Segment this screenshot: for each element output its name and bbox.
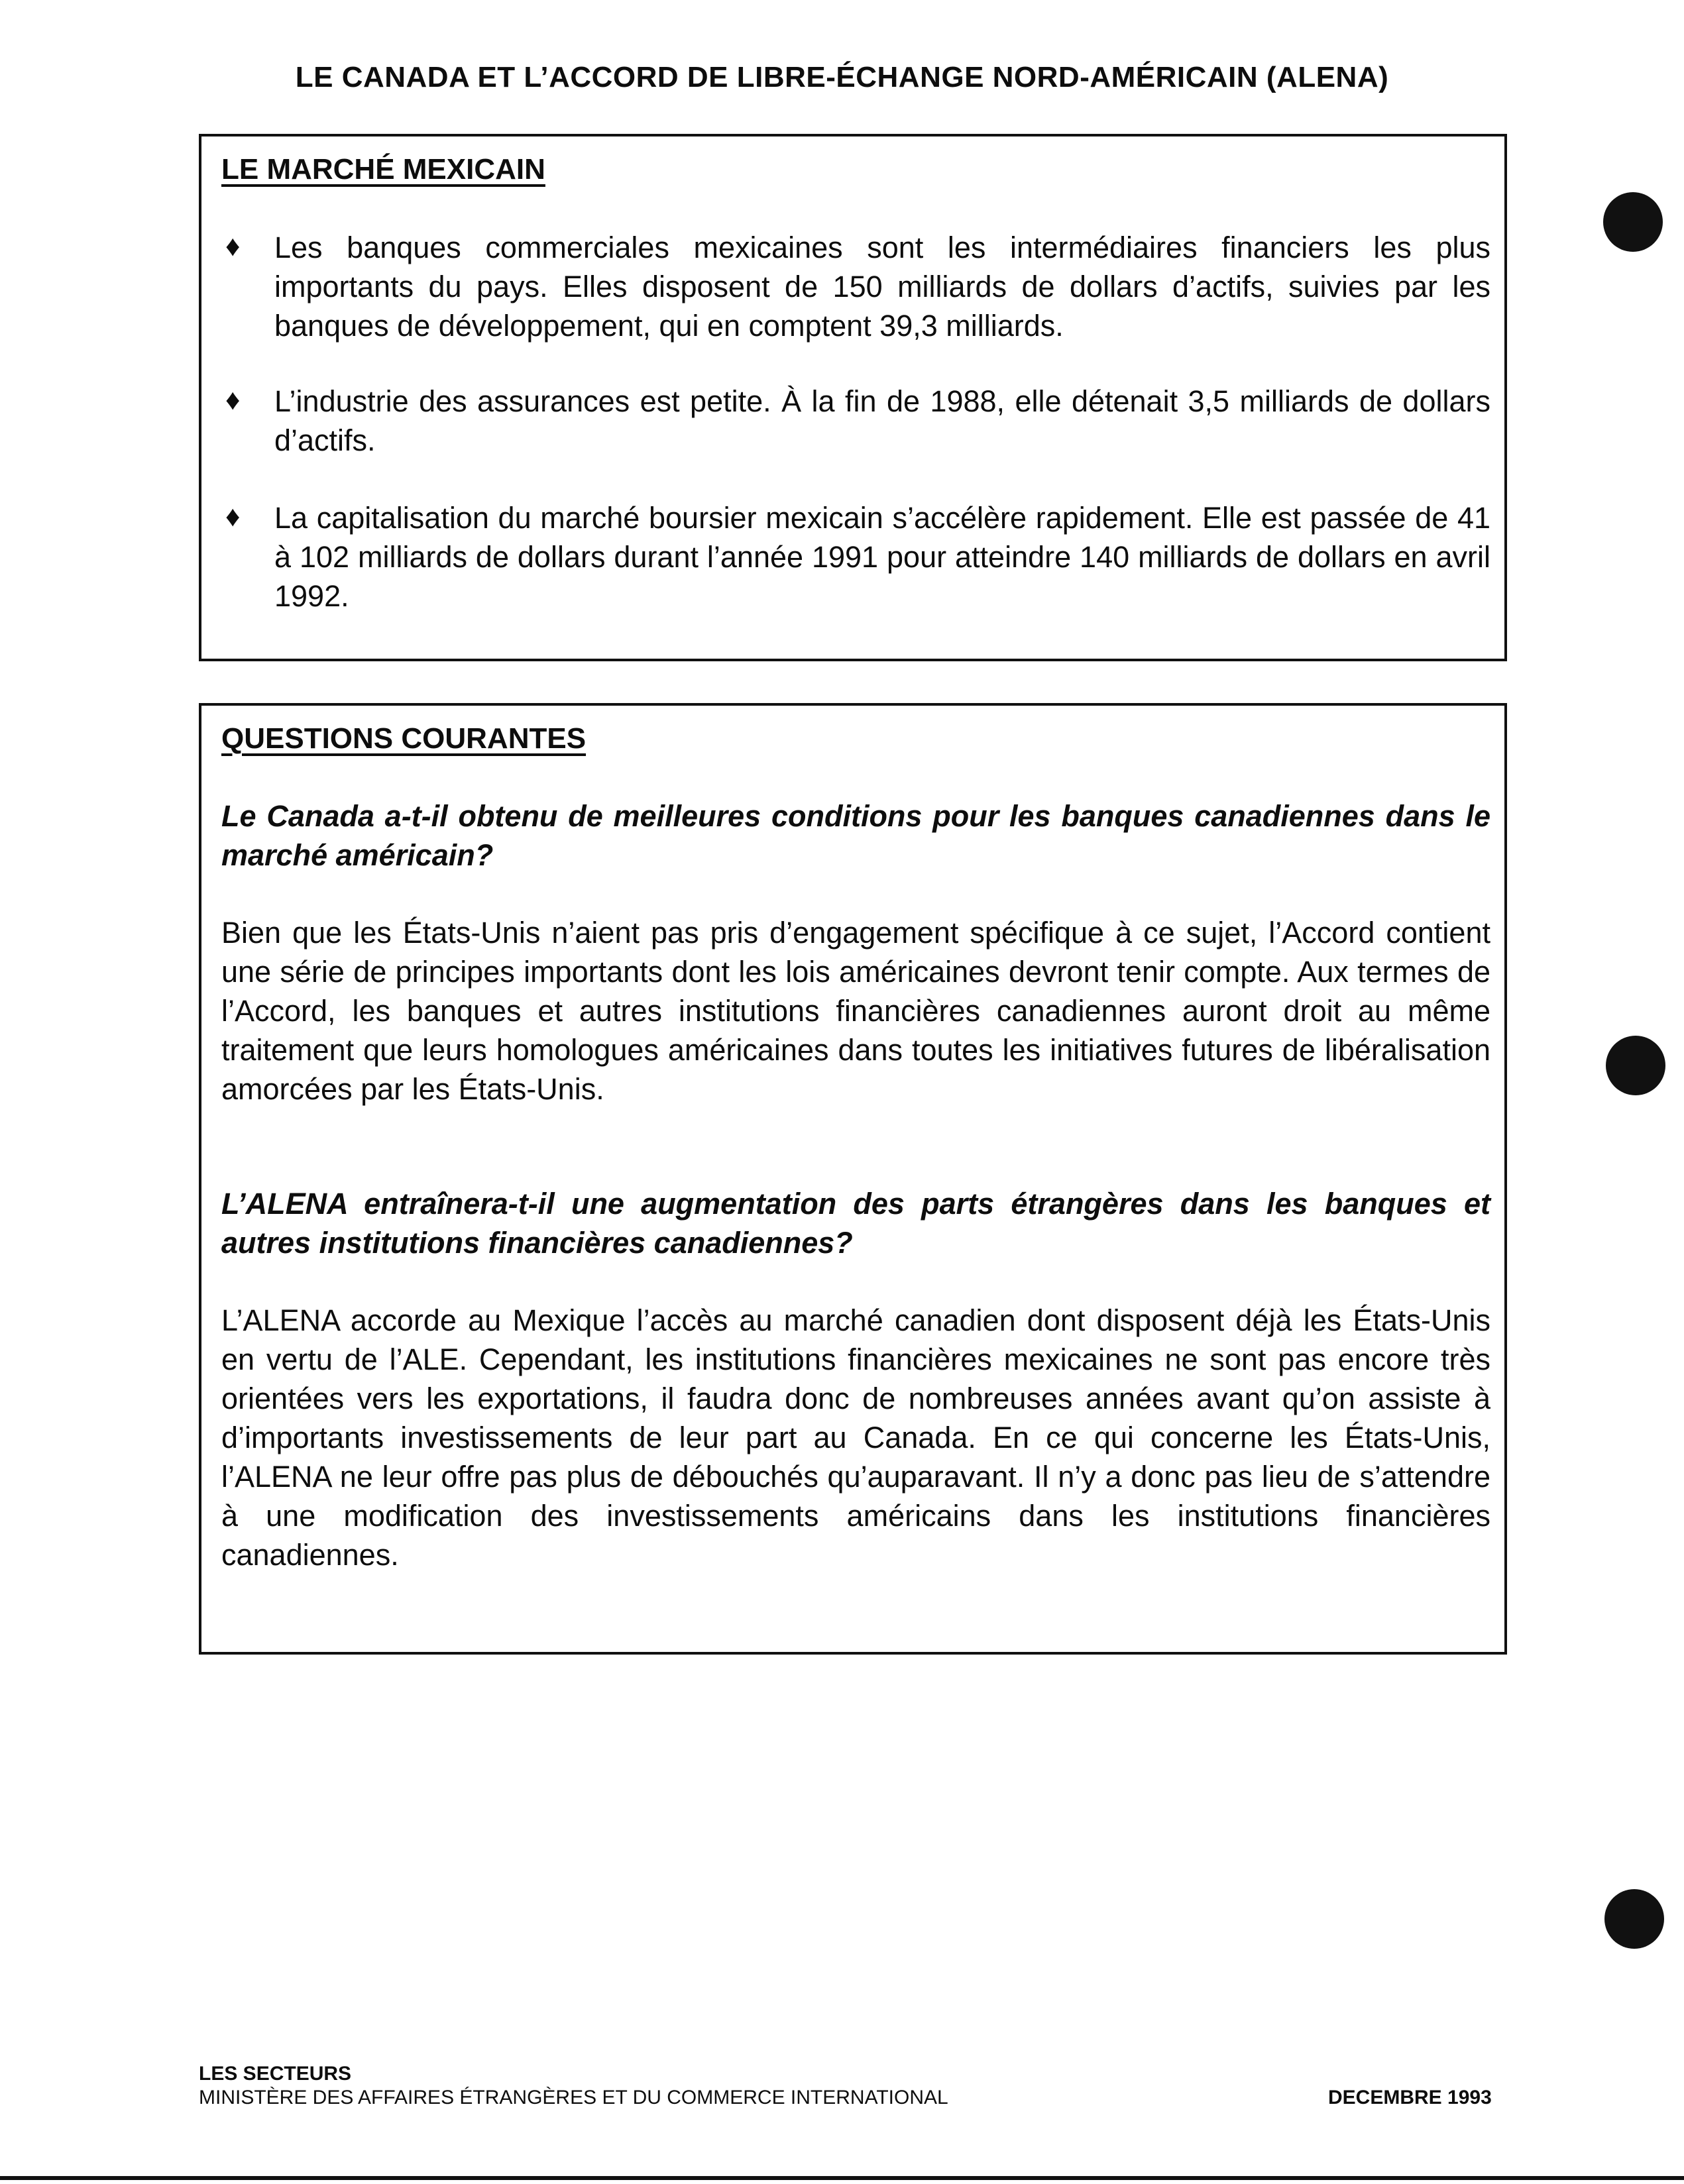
binder-hole-icon: [1603, 192, 1663, 252]
bullet-item: [221, 498, 1490, 616]
section-heading-mexican-market: LE MARCHÉ MEXICAIN: [221, 153, 545, 186]
diamond-bullet-icon: ♦: [225, 384, 241, 416]
question-text: Le Canada a-t-il obtenu de meilleures conditions pour les banques canadiennes dans le marché américain?: [221, 799, 1490, 872]
current-questions-box: [199, 703, 1507, 1655]
bottom-rule: [0, 2176, 1684, 2180]
bullet-text: L’industrie des assurances est petite. À la fin de 1988, elle détenait 3,5 milliards de dollars d’actifs.: [274, 384, 1490, 457]
footer-section: LES SECTEURS: [199, 2063, 352, 2085]
diamond-bullet-icon: ♦: [225, 500, 241, 533]
page-title: LE CANADA ET L’ACCORD DE LIBRE-ÉCHANGE NORD-AMÉRICAIN (ALENA): [295, 61, 1389, 93]
footer-date: DECEMBRE 1993: [1328, 2087, 1492, 2108]
bullet-text: La capitalisation du marché boursier mexicain s’accélère rapidement. Elle est passée de 41 à 102 milliards de dollars durant l’année 1991 pour atteindre 140 milliards de dollars en avril 1992.: [274, 501, 1490, 613]
footer-ministry: MINISTÈRE DES AFFAIRES ÉTRANGÈRES ET DU COMMERCE INTERNATIONAL: [199, 2087, 948, 2108]
binder-hole-icon: [1606, 1036, 1665, 1095]
answer-text: L’ALENA accorde au Mexique l’accès au marché canadien dont disposent déjà les États-Unis en vertu de l’ALE. Cependant, les institutions financières mexicaines ne sont pas encore très orientées vers les exportations, il faudra donc de nombreuses années avant qu’on assiste à d’importants investissements de leur part au Canada. En ce qui concerne les États-Unis, l’ALENA ne leur offre pas plus de débouchés qu’auparavant. Il n’y a donc pas lieu de s’attendre à une modification des investissements américains dans les institutions financières canadiennes.: [221, 1303, 1490, 1572]
bullet-text: Les banques commerciales mexicaines sont les intermédiaires financiers les plus importants du pays. Elles disposent de 150 milliards de dollars d’actifs, suivies par les banques de développement, qui en comptent 39,3 milliards.: [274, 231, 1490, 343]
mexican-market-box: [199, 134, 1507, 661]
diamond-bullet-icon: ♦: [225, 230, 241, 262]
bullet-item: [221, 382, 1490, 460]
binder-hole-icon: [1604, 1889, 1664, 1949]
question-text: L’ALENA entraînera-t-il une augmentation des parts étrangères dans les banques et autres institutions financières canadiennes?: [221, 1187, 1490, 1260]
bullet-item: [221, 228, 1490, 345]
section-heading-current-questions: QUESTIONS COURANTES: [221, 722, 587, 755]
footer-left: [199, 2062, 948, 2110]
answer-text: Bien que les États-Unis n’aient pas pris d’engagement spécifique à ce sujet, l’Accord contient une série de principes importants dont les lois américaines devront tenir compte. Aux termes de l’Accord, les banques et autres institutions financières canadiennes auront droit au même traitement que leurs homologues américaines dans toutes les initiatives futures de libéralisation amorcées par les États-Unis.: [221, 916, 1490, 1106]
